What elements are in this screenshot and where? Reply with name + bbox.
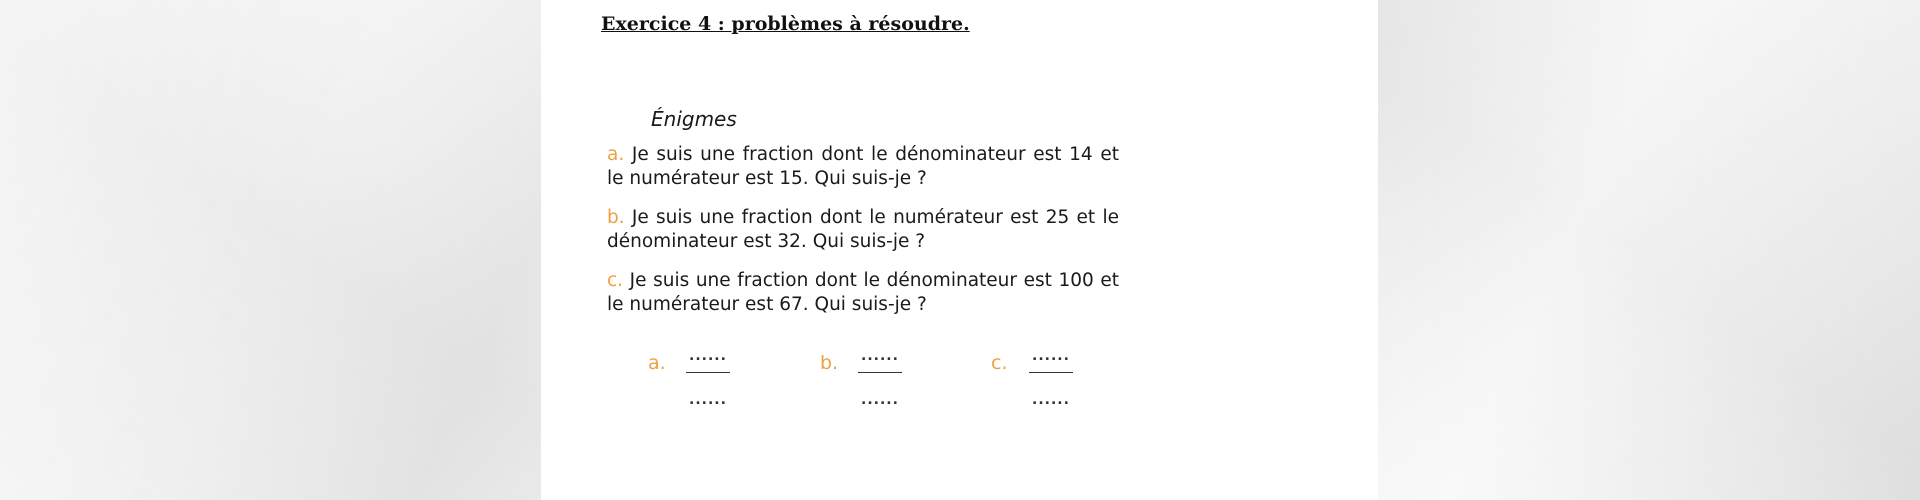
answer-c-fraction-bar <box>1029 372 1073 373</box>
answer-a-numerator-blank: ...... <box>689 348 727 364</box>
riddle-b <box>607 206 1119 254</box>
riddle-a-text: Je suis une fraction dont le dénominateur est 14 et le numérateur est 15. Qui suis-je ? <box>607 144 1119 189</box>
answer-b-letter: b. <box>820 352 839 374</box>
answer-b-fraction-bar <box>858 372 902 373</box>
answer-a <box>648 348 768 418</box>
riddle-c-text: Je suis une fraction dont le dénominateur est 100 et le numérateur est 67. Qui suis-je ? <box>607 270 1119 315</box>
answer-c-numerator-blank: ...... <box>1032 348 1070 364</box>
answer-a-denominator-blank: ...... <box>689 392 727 408</box>
answer-c-denominator-blank: ...... <box>1032 392 1070 408</box>
riddle-a <box>607 143 1119 191</box>
riddle-b-text: Je suis une fraction dont le numérateur est 25 et le dénominateur est 32. Qui suis-je ? <box>607 207 1119 252</box>
answer-b-denominator-blank: ...... <box>861 392 899 408</box>
answer-b <box>820 348 940 418</box>
answer-c <box>991 348 1111 418</box>
riddle-c-letter: c. <box>607 270 624 291</box>
answer-b-numerator-blank: ...... <box>861 348 899 364</box>
exercise-title: Exercice 4 : problèmes à résoudre. <box>601 13 970 35</box>
riddles-heading: Énigmes <box>651 107 737 131</box>
document-page <box>541 0 1378 500</box>
answer-a-fraction-bar <box>686 372 730 373</box>
answer-a-letter: a. <box>648 352 666 374</box>
answer-c-letter: c. <box>991 352 1008 374</box>
riddle-c <box>607 269 1119 317</box>
riddle-a-letter: a. <box>607 144 625 165</box>
riddle-b-letter: b. <box>607 207 625 228</box>
